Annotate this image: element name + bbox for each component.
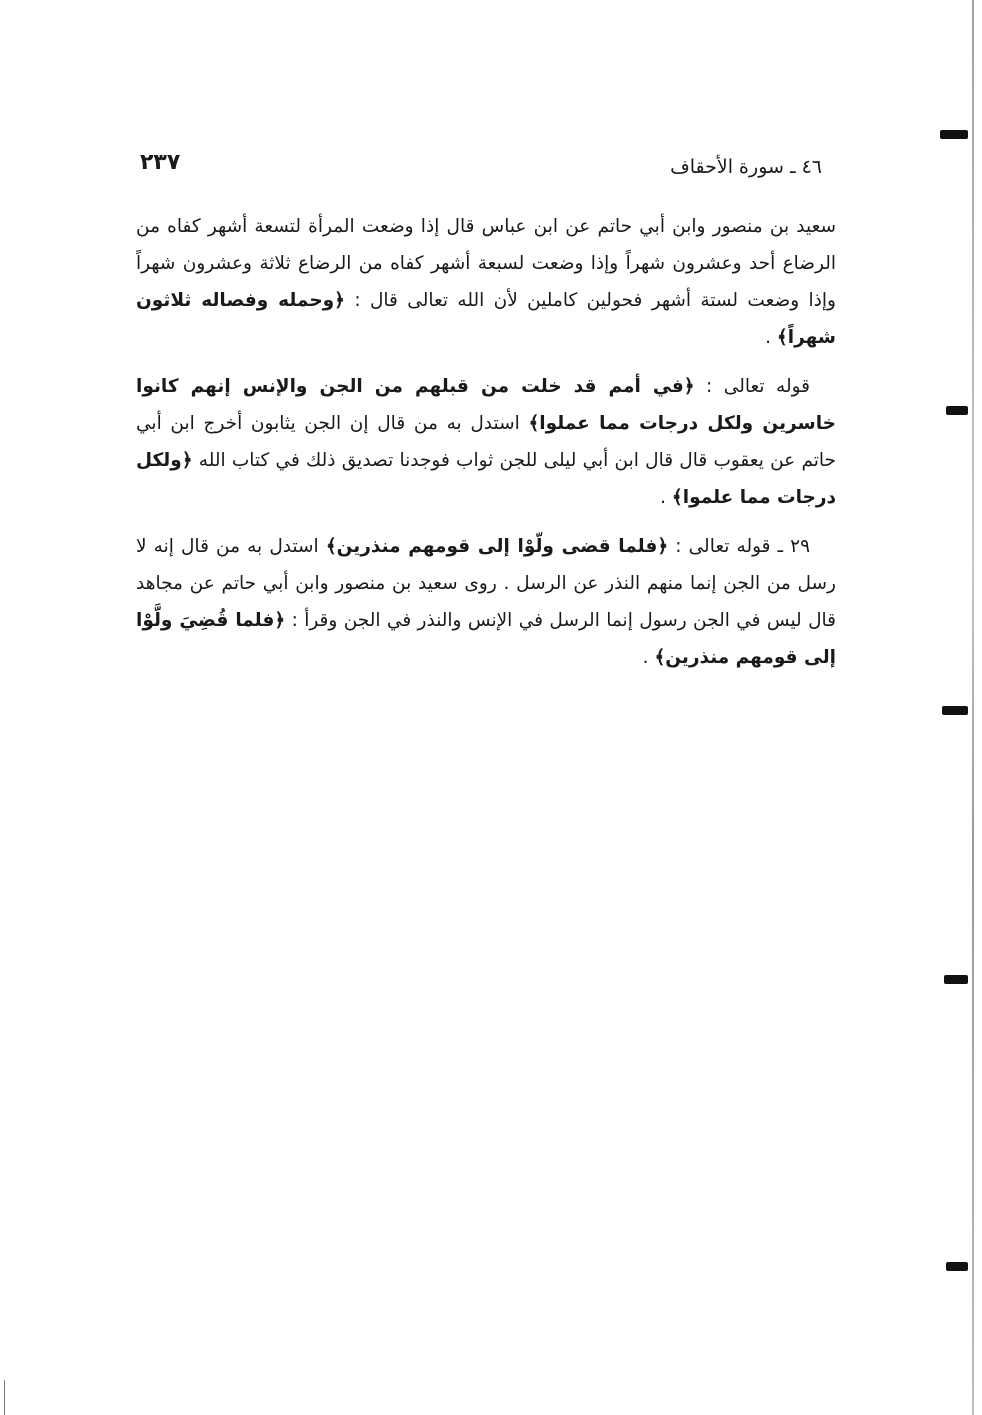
text-run: سعيد بن منصور وابن أبي حاتم عن ابن عباس قال إذا وضعت المرأة لتسعة أشهر كفاه من الرضاع أحد وعشرون شهراً وإذا وضعت لسبعة أشهر كفاه من الرضاع ثلاثة وعشرون شهراً وإذا وضعت لستة أشهر فحولين كاملين لأن الله تعالى قال : [136, 216, 836, 311]
scan-edge-mark [940, 130, 968, 139]
body-text [136, 208, 836, 688]
text-run: ٢٩ ـ قوله تعالى : [668, 536, 811, 557]
page-header [140, 150, 832, 190]
paragraph [136, 528, 836, 676]
paragraph [136, 368, 836, 516]
quran-quote: ﴿وحمله وفصاله ثلاثون شهراً﴾ [136, 290, 836, 348]
quran-quote: ﴿في أمم قد خلت من قبلهم من الجن والإنس إنهم كانوا خاسرين ولكل درجات مما عملوا﴾ [136, 376, 836, 434]
quran-quote: ﴿ولكل درجات مما علموا﴾ [136, 450, 836, 508]
text-run: قوله تعالى : [694, 376, 810, 397]
text-run: استدل به من قال إن الجن يثابون أخرج ابن أبي حاتم عن يعقوب قال قال ابن أبي ليلى للجن ثواب فوجدنا تصديق ذلك في كتاب الله [136, 413, 836, 471]
text-run: . [660, 487, 672, 508]
paragraph [136, 208, 836, 356]
quran-quote: ﴿فلما قضى ولّوْا إلى قومهم منذرين﴾ [325, 536, 669, 557]
text-run: استدل به من قال إنه لا رسل من الجن إنما منهم النذر عن الرسل . روى سعيد بن منصور وابن أبي حاتم عن مجاهد قال ليس في الجن رسول إنما الرسل في الإنس والنذر في الجن وقرأ : [136, 536, 837, 631]
scan-edge-mark [946, 406, 968, 415]
scan-edge-mark [946, 1262, 968, 1271]
page-number: ٢٣٧ [140, 150, 181, 175]
scan-edge-mark [942, 706, 968, 715]
scan-edge-line-left [4, 1380, 5, 1415]
scan-edge-mark [944, 975, 968, 984]
scan-edge-line [972, 0, 974, 1415]
quran-quote: ﴿فلما قُضِيَ ولَّوْا إلى قومهم منذرين﴾ [136, 610, 836, 668]
text-run: . [642, 647, 655, 668]
text-run: . [765, 327, 777, 348]
running-title: ٤٦ ـ سورة الأحقاف [670, 156, 822, 178]
